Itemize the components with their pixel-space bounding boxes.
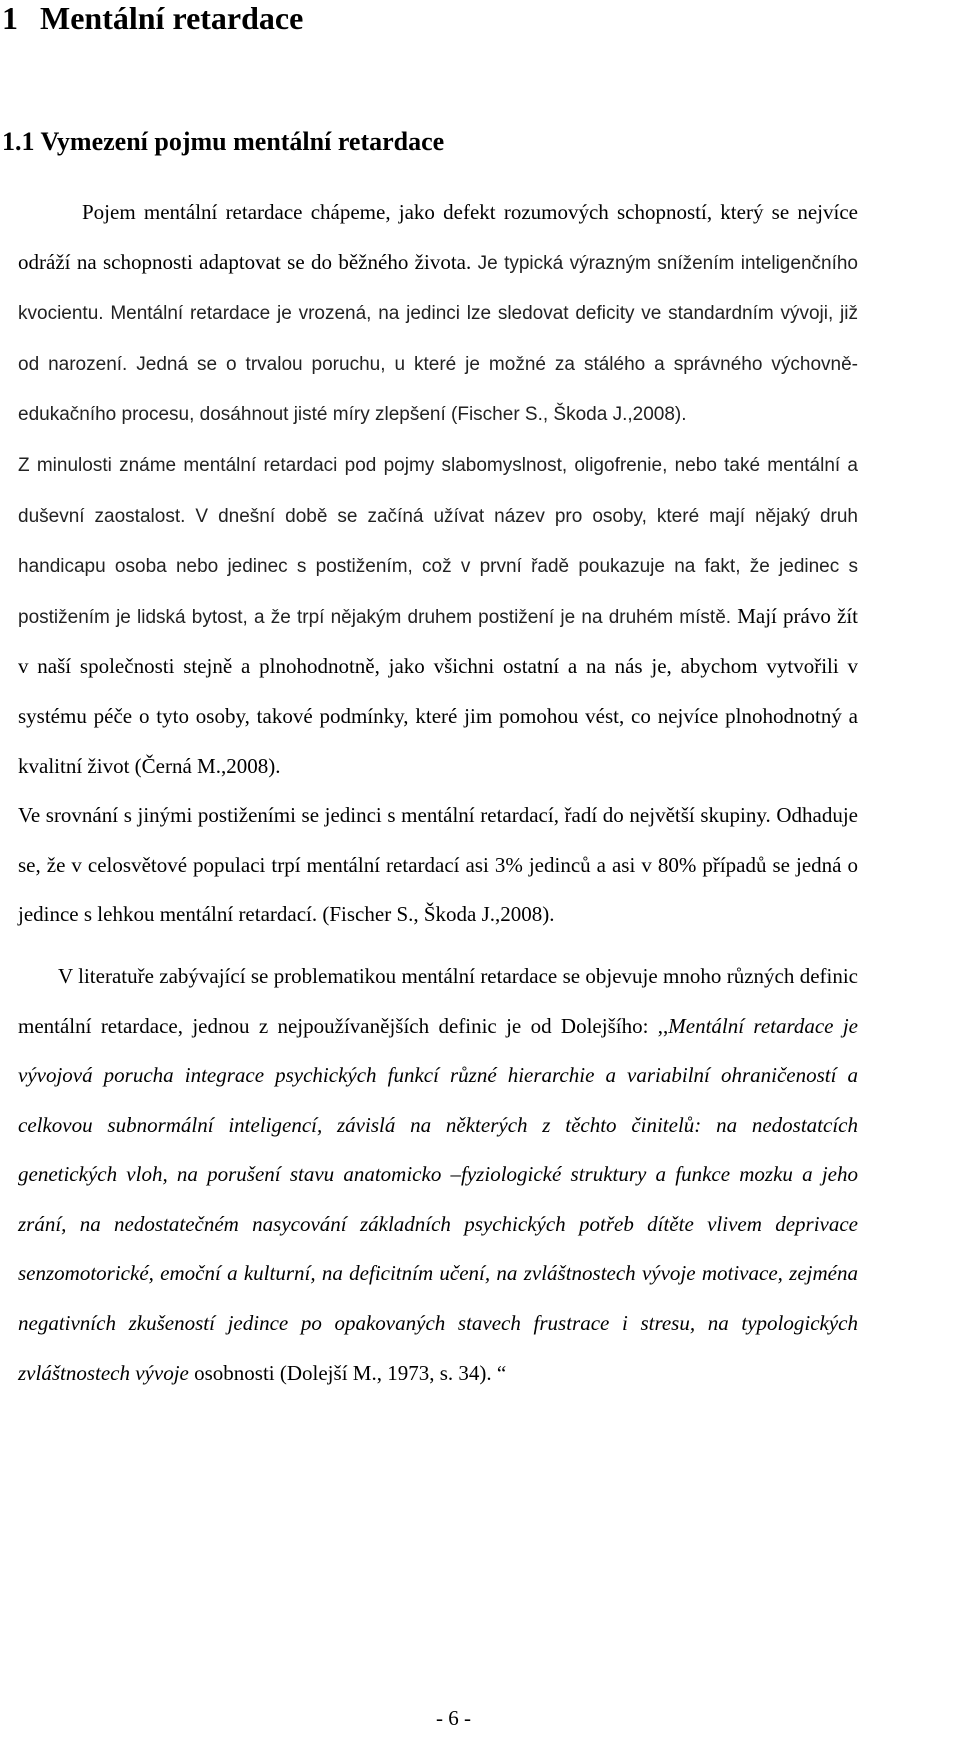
paragraph-4-citation: osobnosti (Dolejší M., 1973, s. 34). “ <box>188 1360 507 1385</box>
page-number: - 6 - <box>436 1706 471 1730</box>
paragraph-3 <box>18 791 858 940</box>
paragraph-1-sans: Je typická výrazným snížením inteligenčního kvocientu. Mentální retardace je vrozená, na jedinci lze sledovat deficity ve standardním vývoji, již od narození. Jedná se o trvalou poruchu, u které je možné za stálého a správného výchovně-edukačního procesu, dosáhnout jisté míry zlepšení (Fischer S., Škoda J.,2008). <box>18 252 858 426</box>
definition-quote: Mentální retardace je vývojová porucha integrace psychických funkcí různé hierarchie a variabilní ohraničeností a celkovou subnormální inteligencí, závislá na některých z těchto činitelů: na nedostatcích genetických vloh, na porušení stavu anatomicko –fyziologické struktury a funkce mozku a jeho zrání, na nedostatečném nasycování základních psychických potřeb dítěte vlivem deprivace senzomotorické, emoční a kulturní, na deficitním učení, na zvláštnostech vývoje motivace, zejména negativních zkušeností jedince po opakovaných stavech frustrace i stresu, na typologických zvláštnostech vývoje <box>18 1013 859 1385</box>
chapter-heading <box>2 0 303 38</box>
paragraph-2-sans: Z minulosti známe mentální retardaci pod pojmy slabomyslnost, oligofrenie, nebo také mentální a duševní zaostalost. <box>18 454 858 527</box>
paragraph-2-serif: Mají právo žít v naší společnosti stejně a plnohodnotně, jako všichni ostatní a na nás je, abychom vytvořili v systému péče o tyto osoby, takové podmínky, které jim pomohou vést, co nejvíce plnohodnotný a kvalitní život (Černá M.,2008). <box>18 603 858 778</box>
paragraph-4-intro: V literatuře zabývající se problematikou mentální retardace se objevuje mnoho různých definic mentální retardace, jednou z nejpoužívanějších definic je od Dolejšího: ,, <box>18 963 858 1038</box>
paragraph-2-sans-b: V dnešní době se začíná užívat název pro osoby, které mají nějaký druh handicapu osoba nebo jedinec s postižením, což v první řadě poukazuje na fakt, že jedinec s postižením je lidská bytost, a že trpí nějakým druhem postižení je na druhém místě. <box>18 505 858 628</box>
chapter-number: 1 <box>2 0 18 36</box>
paragraph-1-serif: Pojem mentální retardace chápeme, jako defekt rozumových schopností, který se nejvíce odráží na schopnosti adaptovat se do běžného života. <box>18 200 858 274</box>
paragraph-4 <box>18 952 858 1398</box>
paragraph-1 <box>18 188 858 440</box>
section-heading: 1.1 Vymezení pojmu mentální retardace <box>2 127 445 156</box>
paragraph-2 <box>18 440 858 791</box>
paragraph-3-text: Ve srovnání s jinými postiženími se jedinci s mentální retardací, řadí do největší skupiny. Odhaduje se, že v celosvětové populaci trpí mentální retardací asi 3% jedinců a asi v 80% případů se jedná o jedince s lehkou mentální retardací. (Fischer S., Škoda J.,2008). <box>18 803 858 927</box>
body-text <box>18 188 858 1398</box>
chapter-title: Mentální retardace <box>40 0 304 36</box>
